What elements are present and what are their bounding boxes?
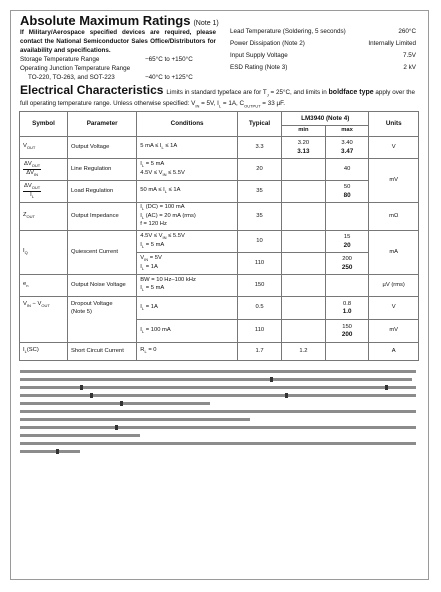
min-value: 3.20 [297,140,310,146]
max-value: 3.40 [341,140,353,146]
notes-line [20,402,210,405]
cond-line [140,242,234,251]
symbol-text: − V [30,301,42,307]
amr-value: −40°C to +125°C [145,74,193,81]
notes-line [20,418,250,421]
amr-right-row [230,62,416,74]
cell-max [325,231,369,253]
cell-conditions [137,320,238,343]
amr-warning: If Military/Aerospace specified devices are required, please contact the National Semiconductor Sales Office/Distributors for availability and specifications. [20,29,216,54]
max-value-bold: 80 [343,191,351,199]
cell-conditions [137,181,238,203]
cell-conditions [137,203,238,231]
amr-left-row [20,73,225,82]
cell-min [282,297,326,320]
amr-left-row [20,64,225,73]
amr-title-text: Absolute Maximum Ratings [20,13,191,28]
cond-line [140,233,234,242]
cell-min [282,253,326,275]
symbol-text: I [23,248,25,255]
notes-line [20,450,80,453]
notes-line [20,386,416,389]
cond-text: = 5 mA [144,284,165,291]
fraction-top [23,183,41,192]
cell-parameter: Load Regulation [68,181,137,203]
cell-typical: 3.3 [237,137,281,159]
amr-label: Power Dissipation (Note 2) [230,40,305,47]
fraction-bottom [23,192,41,200]
cell-conditions [137,231,238,253]
ec-desc: Limits in standard typeface are for T [166,89,267,96]
cond-text: = 5 mA [144,241,165,248]
ec-heading [20,83,420,111]
max-value: 15 [343,234,351,240]
cell-min [282,159,326,181]
header-max: max [325,126,369,137]
cond-text: V [140,254,145,261]
notes-mark [270,377,273,382]
cell-conditions [137,137,238,159]
notes-line [20,410,416,413]
amr-value: 260°C [398,28,416,35]
cond-text: I [140,263,142,270]
notes-line [20,442,416,445]
cell-conditions [137,343,238,361]
cell-parameter: Output Impedance [68,203,137,231]
cond-sub: L [141,163,145,168]
cell-units: mΩ [369,203,419,231]
header-conditions: Conditions [137,112,238,137]
amr-value: −65°C to +150°C [145,56,193,63]
cell-typical: 1.7 [237,343,281,361]
ec-desc: = 1A, C [221,100,245,108]
symbol-sub: n [26,283,29,289]
cell-max [325,253,369,275]
cond-text: I [140,303,142,310]
ec-desc: = 5V, I [199,100,219,108]
max-value: 50 [343,184,351,190]
symbol-sub: IN [26,303,31,309]
symbol-sub: L [24,349,27,355]
amr-value: 2 kV [403,64,416,71]
symbol-text: V [23,301,27,307]
amr-right-row [230,50,416,62]
cond-text: = 1A [144,303,158,310]
cond-line [140,285,234,294]
amr-right-row [230,26,416,38]
cell-max [325,320,369,343]
symbol-sub: OUT [31,185,41,190]
cell-parameter: Output Voltage [68,137,137,159]
cell-max [325,343,369,361]
notes-mark [90,393,93,398]
cell-min [282,203,326,231]
cond-text: 4.5V ≤ V [140,169,163,176]
amr-label: Operating Junction Temperature Range [20,65,131,72]
cell-min [282,320,326,343]
cond-line: BW = 10 Hz–100 kHz [140,277,196,284]
header-parameter: Parameter [68,112,137,137]
amr-right-list [230,26,416,74]
cell-conditions [137,159,238,181]
cond-sub: L [141,287,145,293]
notes-mark [56,449,59,454]
amr-left-list [20,55,225,82]
symbol-text: (SC) [26,347,39,354]
cond-text: = 100 mA [144,326,171,333]
table-row [20,275,419,297]
cell-symbol [20,181,68,203]
symbol-sub: OUT [26,214,35,220]
cond-text: 4.5V ≤ V [140,232,163,239]
amr-value [145,64,225,73]
cond-line: f = 120 Hz [140,221,167,228]
table-row [20,159,419,181]
cell-units: mV [369,159,419,203]
cell-symbol [20,137,68,159]
cond-text: I [140,204,142,211]
cell-max [325,181,369,203]
cond-text: ≤ 5.5V [166,169,185,176]
notes-line [20,434,140,437]
ec-desc: apply over the full operating temperature range. Unless otherwise specified: V [20,89,415,108]
cell-typical: 0.5 [237,297,281,320]
symbol-sub: OUT [26,145,36,151]
amr-label: Storage Temperature Range [20,56,100,63]
notes-mark [285,393,288,398]
symbol-text: ΔV [24,182,32,189]
cond-sub: IN [162,235,167,240]
amr-value: 7.5V [403,52,416,59]
amr-title-note: (Note 1) [193,20,219,27]
cell-min [282,231,326,253]
cond-sub: IN [162,171,167,177]
max-value-bold: 20 [343,241,351,249]
cond-text: 50 mA ≤ I [140,187,165,194]
amr-label: Lead Temperature (Soldering, 5 seconds) [230,28,346,35]
symbol-text: e [23,281,27,288]
cell-parameter: Short Circuit Current [68,343,137,361]
cond-text: I [140,241,142,248]
cond-line [140,213,234,222]
cond-line [140,161,234,170]
cell-conditions [137,275,238,297]
param-text: Dropout Voltage [71,301,113,307]
cell-typical: 20 [237,159,281,181]
fraction-bottom [23,170,41,178]
ec-desc: = 33 µF. [260,100,286,108]
cell-symbol [20,203,68,231]
table-row [20,343,419,361]
cell-symbol [20,275,68,297]
symbol-text: I [23,347,25,354]
notes-line [20,378,412,381]
symbol-fraction [23,161,41,178]
table-row [20,297,419,320]
symbol-sub: OUT [41,303,50,309]
symbol-sub: Q [24,250,28,256]
cell-max [325,275,369,297]
cell-max [325,203,369,231]
cond-text: ≤ 1A [163,143,178,150]
table-row [20,231,419,253]
cell-units: mA [369,231,419,275]
amr-label: Input Supply Voltage [230,52,288,59]
symbol-sub: OUT [31,163,41,168]
max-value: 0.8 [343,300,352,307]
cell-units: µV (rms) [369,275,419,297]
cond-text: I [140,284,142,291]
table-row [20,181,419,203]
cond-text: I [140,326,142,333]
cond-sub: L [141,214,145,220]
max-value: 150 [342,323,352,330]
max-value-bold: 250 [341,263,353,271]
max-value-bold: 200 [341,331,353,338]
max-value-bold: 3.47 [340,147,354,155]
table-header-row [20,112,419,126]
cond-text: (AC) = 20 mA (rms) [144,212,196,219]
param-note: (Note 5) [71,308,92,315]
cell-min [282,181,326,203]
cell-parameter: Output Noise Voltage [68,275,137,297]
notes-line [20,394,416,397]
max-value: 200 [342,256,352,262]
amr-label: ESD Rating (Note 3) [230,64,288,71]
cell-parameter: Quiescent Current [68,231,137,275]
ec-desc-sub: OUTPUT [244,103,261,109]
cell-typical: 110 [237,253,281,275]
min-value-bold: 3.13 [297,147,310,155]
amr-title [20,13,219,28]
ec-desc-sub: IN [195,103,200,109]
cond-text: I [140,160,142,167]
header-symbol: Symbol [20,112,68,137]
amr-right-row [230,38,416,50]
cell-typical: 110 [237,320,281,343]
cell-min [282,275,326,297]
cond-text: (DC) = 100 mA [144,204,185,211]
symbol-text: ΔV [24,160,32,167]
symbol-fraction [23,183,41,200]
cell-units: V [369,137,419,159]
cell-symbol [20,343,68,361]
notes-mark [80,385,83,390]
cond-line [140,255,234,264]
cell-min [282,137,326,159]
header-lm3940: LM3940 (Note 4) [282,112,369,126]
cond-text: I [140,212,142,219]
cell-units: V [369,297,419,320]
cond-line [140,264,234,273]
ec-title: Electrical Characteristics [20,83,164,97]
cond-sub: L [164,189,167,195]
ec-desc-bold: boldface type [328,89,374,96]
table-row [20,137,419,159]
notes-mark [385,385,388,390]
amr-left-row [20,55,225,64]
fraction-top [23,161,41,170]
cond-sub: IN [144,257,149,262]
cond-text: ≤ 1A [166,187,181,194]
cell-symbol [20,159,68,181]
electrical-characteristics-table [19,111,419,361]
cell-symbol [20,231,68,275]
ec-desc-sub: J [266,92,269,98]
cond-sub: L [144,349,147,355]
cond-text: 5 mA ≤ I [140,143,162,150]
cell-symbol [20,297,68,343]
cell-typical: 35 [237,181,281,203]
cond-sub: L [141,265,145,271]
cell-typical: 10 [237,231,281,253]
cond-text: = 5V [148,254,162,261]
cond-line [140,170,234,179]
cond-line [140,204,234,213]
cell-units: mV [369,320,419,343]
header-min: min [282,126,326,137]
table-row [20,203,419,231]
cell-min: 1.2 [282,343,326,361]
cell-conditions [137,297,238,320]
cond-sub: L [161,145,164,151]
notes-line [20,426,416,429]
cell-max [325,297,369,320]
cond-text: = 0 [146,347,157,354]
cell-conditions [137,253,238,275]
header-typical: Typical [237,112,281,137]
symbol-text: ΔV [26,170,34,176]
cell-parameter [68,297,137,343]
cell-typical: 35 [237,203,281,231]
cond-text: R [140,347,145,354]
notes-line [20,370,416,373]
max-value-bold: 1.0 [342,308,352,315]
cond-sub: L [141,328,145,334]
header-units: Units [369,112,419,137]
cond-sub: L [141,305,145,311]
amr-label: TO-220, TO-263, and SOT-223 [28,74,115,81]
cell-max [325,137,369,159]
cond-sub: L [141,206,145,212]
cond-text: ≤ 5.5V [166,232,185,239]
cell-units: A [369,343,419,361]
symbol-sub: IN [33,172,38,178]
amr-value: Internally Limited [368,40,416,47]
cell-parameter: Line Regulation [68,159,137,181]
symbol-sub: L [31,194,35,200]
cell-typical: 150 [237,275,281,297]
cond-text: = 1A [144,263,158,270]
cond-sub: L [141,243,145,249]
notes-mark [120,401,123,406]
ec-desc-sub: L [218,103,222,109]
notes-block-illegible [20,370,416,458]
ec-desc: = 25°C, and limits in [268,89,329,96]
symbol-text: I [30,192,32,198]
symbol-text: V [23,143,27,150]
cond-text: = 5 mA [144,160,165,167]
symbol-text: Z [23,212,27,219]
cell-max: 40 [325,159,369,181]
notes-mark [115,425,118,430]
